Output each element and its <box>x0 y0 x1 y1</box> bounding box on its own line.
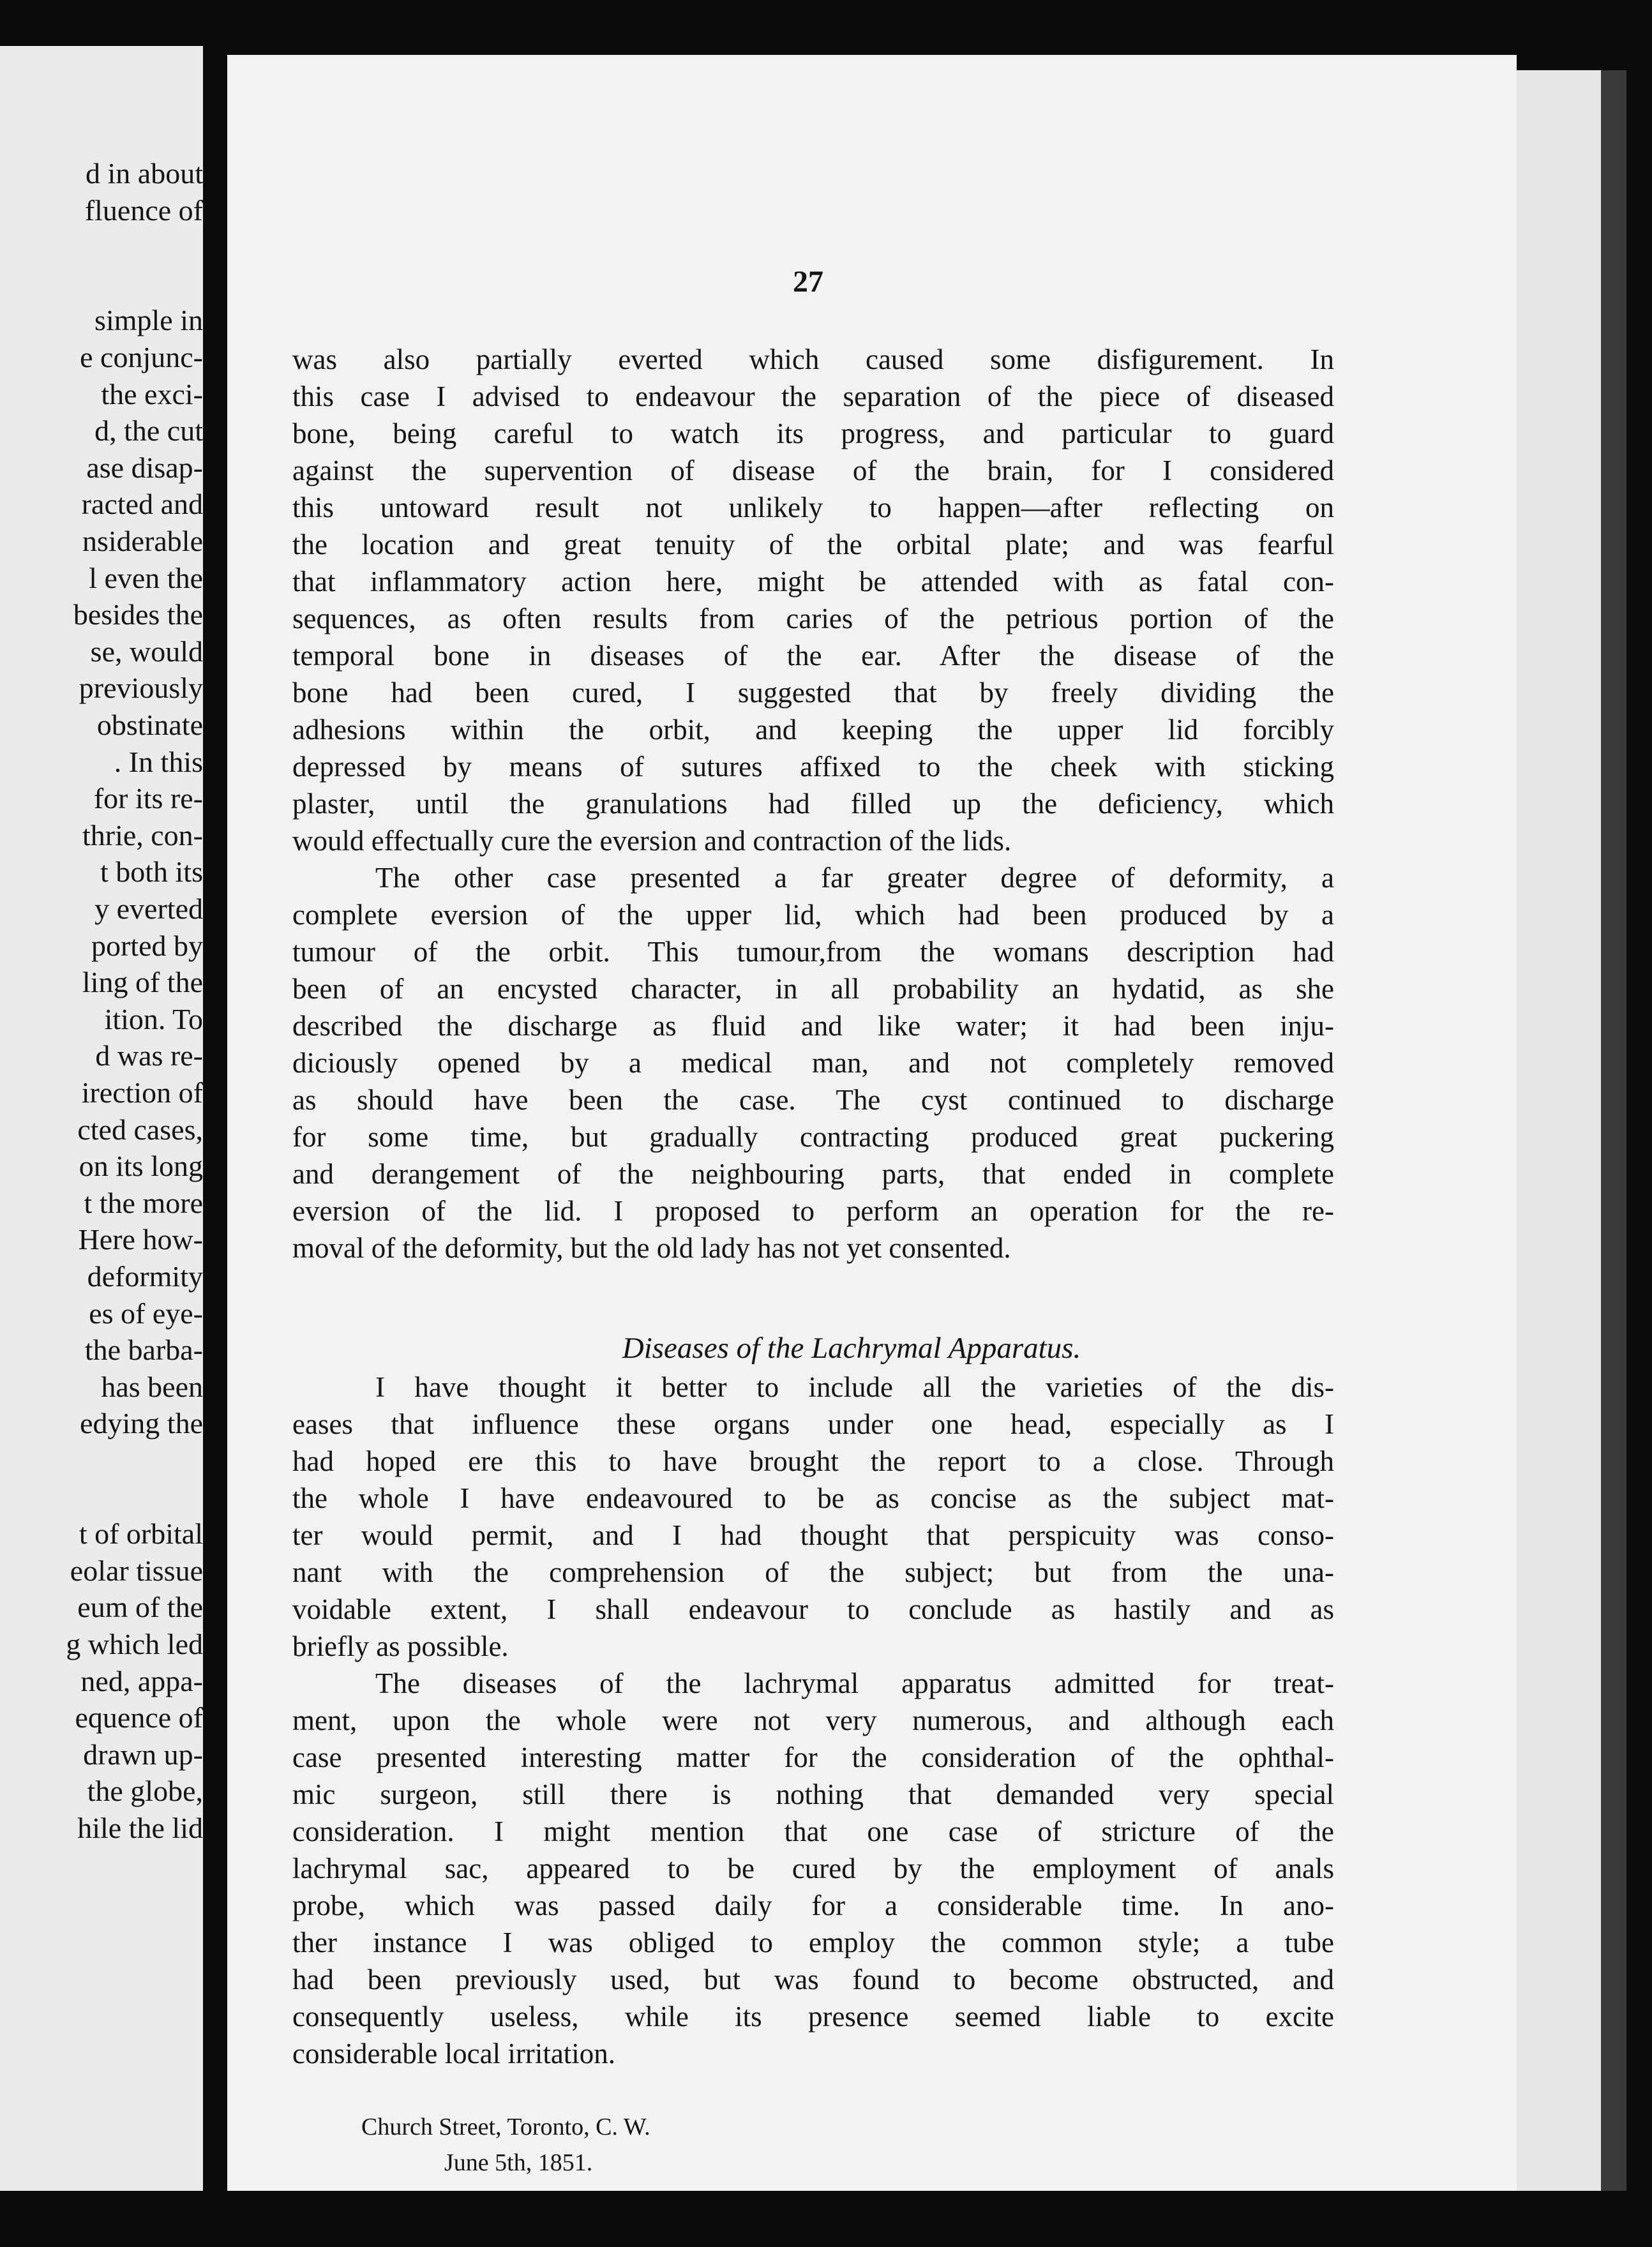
left-page-line: eolar tissue <box>70 1554 203 1587</box>
left-page-line: es of eye- <box>89 1296 203 1330</box>
left-page-line: irection of <box>81 1076 203 1109</box>
left-page-line: g which led <box>66 1628 203 1660</box>
text-line: the location and great tenuity of the orbital plate; and was fearful <box>292 529 1334 560</box>
left-page-line: simple in <box>94 304 203 337</box>
text-line: ther instance I was obliged to employ the common style; a tube <box>292 1927 1334 1958</box>
left-page-line: se, would <box>90 635 203 668</box>
left-page-line: previously <box>79 672 203 705</box>
text-line: sequences, as often results from caries of the petrious portion of the <box>292 603 1334 635</box>
book-page <box>227 55 1517 2191</box>
left-page-line: . In this <box>114 745 203 778</box>
left-page-line: eum of the <box>77 1591 203 1624</box>
left-page-line: the globe, <box>87 1775 203 1808</box>
left-page-line: ition. To <box>104 1002 203 1035</box>
text-line: plaster, until the granulations had filled up the deficiency, which <box>292 788 1334 820</box>
text-line: as should have been the case. The cyst continued to discharge <box>292 1084 1334 1116</box>
text-line: against the supervention of disease of the brain, for I considered <box>292 455 1334 486</box>
text-line: probe, which was passed daily for a considerable time. In ano- <box>292 1890 1334 1921</box>
left-page-line: equence of <box>75 1701 203 1734</box>
left-page-line: ling of the <box>82 966 203 999</box>
left-page-line: d, the cut <box>94 414 203 447</box>
text-line: adhesions within the orbit, and keeping the upper lid forcibly <box>292 714 1334 746</box>
text-line: would effectually cure the eversion and contraction of the lids. <box>292 825 1012 857</box>
text-line: considerable local irritation. <box>292 2038 616 2070</box>
left-page-line: ase disap- <box>86 451 203 484</box>
left-page-line: the exci- <box>101 377 203 410</box>
left-page-line: fluence of <box>84 193 203 227</box>
text-line: been of an encysted character, in all probability an hydatid, as she <box>292 973 1334 1005</box>
left-page-line: Here how- <box>78 1223 203 1256</box>
text-line: was also partially everted which caused some disfigurement. In <box>292 343 1334 375</box>
text-line: mic surgeon, still there is nothing that demanded very special <box>292 1778 1334 1810</box>
dateline <box>361 2109 650 2181</box>
text-line: The diseases of the lachrymal apparatus admitted for treat- <box>375 1667 1334 1699</box>
left-facing-page <box>0 46 203 2191</box>
text-line: had hoped ere this to have brought the report to a close. Through <box>292 1445 1334 1477</box>
text-line: tumour of the orbit. This tumour,from the womans description had <box>292 936 1334 968</box>
left-page-line: ned, appa- <box>80 1664 203 1697</box>
left-page-line: racted and <box>81 488 203 521</box>
left-page-line: hile the lid <box>77 1812 203 1844</box>
left-page-line: nsiderable <box>82 525 203 557</box>
text-line: diciously opened by a medical man, and not completely removed <box>292 1047 1334 1079</box>
text-line: this case I advised to endeavour the separation of the piece of diseased <box>292 380 1334 412</box>
left-page-line: drawn up- <box>83 1738 203 1771</box>
body-text <box>292 341 1334 2070</box>
text-line: The other case presented a far greater degree of deformity, a <box>375 862 1334 894</box>
dateline-date: June 5th, 1851. <box>444 2149 593 2176</box>
text-line: eases that influence these organs under one head, especially as I <box>292 1408 1334 1440</box>
left-page-line: has been <box>101 1370 203 1403</box>
left-page-line: t both its <box>100 855 203 889</box>
text-line: ment, upon the whole were not very numerous, and although each <box>292 1704 1334 1736</box>
left-page-line: d was re- <box>95 1039 203 1072</box>
text-line: moval of the deformity, but the old lady has not yet consented. <box>292 1232 1011 1264</box>
text-line: and derangement of the neighbouring parts, that ended in complete <box>292 1158 1334 1190</box>
text-line: voidable extent, I shall endeavour to conclude as hastily and as <box>292 1593 1334 1625</box>
left-page-line: d in about <box>86 157 203 190</box>
text-line: nant with the comprehension of the subject; but from the una- <box>292 1556 1334 1588</box>
left-page-line: t the more <box>84 1186 203 1219</box>
text-line: the whole I have endeavoured to be as concise as the subject mat- <box>292 1482 1334 1514</box>
text-line: that inflammatory action here, might be attended with as fatal con- <box>292 566 1334 597</box>
text-line: briefly as possible. <box>292 1630 509 1662</box>
paragraph <box>292 859 1334 1266</box>
page-number: 27 <box>793 265 823 299</box>
text-line: ter would permit, and I had thought that perspicuity was conso- <box>292 1519 1334 1551</box>
left-page-line: for its re- <box>93 782 203 815</box>
text-line: temporal bone in diseases of the ear. After the disease of the <box>292 640 1334 672</box>
paragraphs-before-heading <box>292 341 1334 1266</box>
left-page-line: y everted <box>94 892 203 925</box>
text-line: eversion of the lid. I proposed to perform an operation for the re- <box>292 1195 1334 1227</box>
dateline-place: Church Street, Toronto, C. W. <box>361 2114 650 2140</box>
left-page-line: t of orbital <box>79 1517 203 1551</box>
text-line: this untoward result not unlikely to happen—after reflecting on <box>292 492 1334 523</box>
text-line: for some time, but gradually contracting produced great puckering <box>292 1121 1334 1153</box>
paragraph <box>292 341 1334 859</box>
paragraphs-after-heading <box>292 1369 1334 2072</box>
left-page-line: the barba- <box>84 1334 203 1367</box>
paragraph <box>292 1665 1334 2072</box>
left-page-line: l even the <box>89 561 203 594</box>
left-page-line: edying the <box>80 1407 203 1440</box>
left-page-line: deformity <box>87 1260 203 1293</box>
text-line: depressed by means of sutures affixed to the cheek with sticking <box>292 751 1334 783</box>
text-line: consideration. I might mention that one case of stricture of the <box>292 1815 1334 1847</box>
text-line: complete eversion of the upper lid, which had been produced by a <box>292 899 1334 931</box>
left-page-line: obstinate <box>96 709 203 741</box>
section-heading: Diseases of the Lachrymal Apparatus. <box>622 1332 1081 1365</box>
text-line: had been previously used, but was found to become obstructed, and <box>292 1964 1334 1995</box>
left-page-line: on its long <box>79 1150 203 1183</box>
text-line: consequently useless, while its presence seemed liable to excite <box>292 2001 1334 2033</box>
text-line: bone, being careful to watch its progress, and particular to guard <box>292 417 1334 449</box>
left-page-line: ported by <box>91 929 203 962</box>
left-page-line: cted cases, <box>77 1113 203 1146</box>
left-page-line: e conjunc- <box>80 341 203 373</box>
text-line: described the discharge as fluid and like water; it had been inju- <box>292 1010 1334 1042</box>
left-page-line: thrie, con- <box>82 818 203 852</box>
book-cover-edge <box>1601 70 1626 2191</box>
text-line: lachrymal sac, appeared to be cured by the employment of anals <box>292 1852 1334 1884</box>
text-line: I have thought it better to include all the varieties of the dis- <box>375 1371 1334 1403</box>
right-page-edge <box>1517 70 1601 2191</box>
text-line: case presented interesting matter for the consideration of the ophthal- <box>292 1741 1334 1773</box>
text-line: bone had been cured, I suggested that by freely dividing the <box>292 677 1334 709</box>
paragraph <box>292 1369 1334 1665</box>
left-page-line: besides the <box>73 598 203 631</box>
